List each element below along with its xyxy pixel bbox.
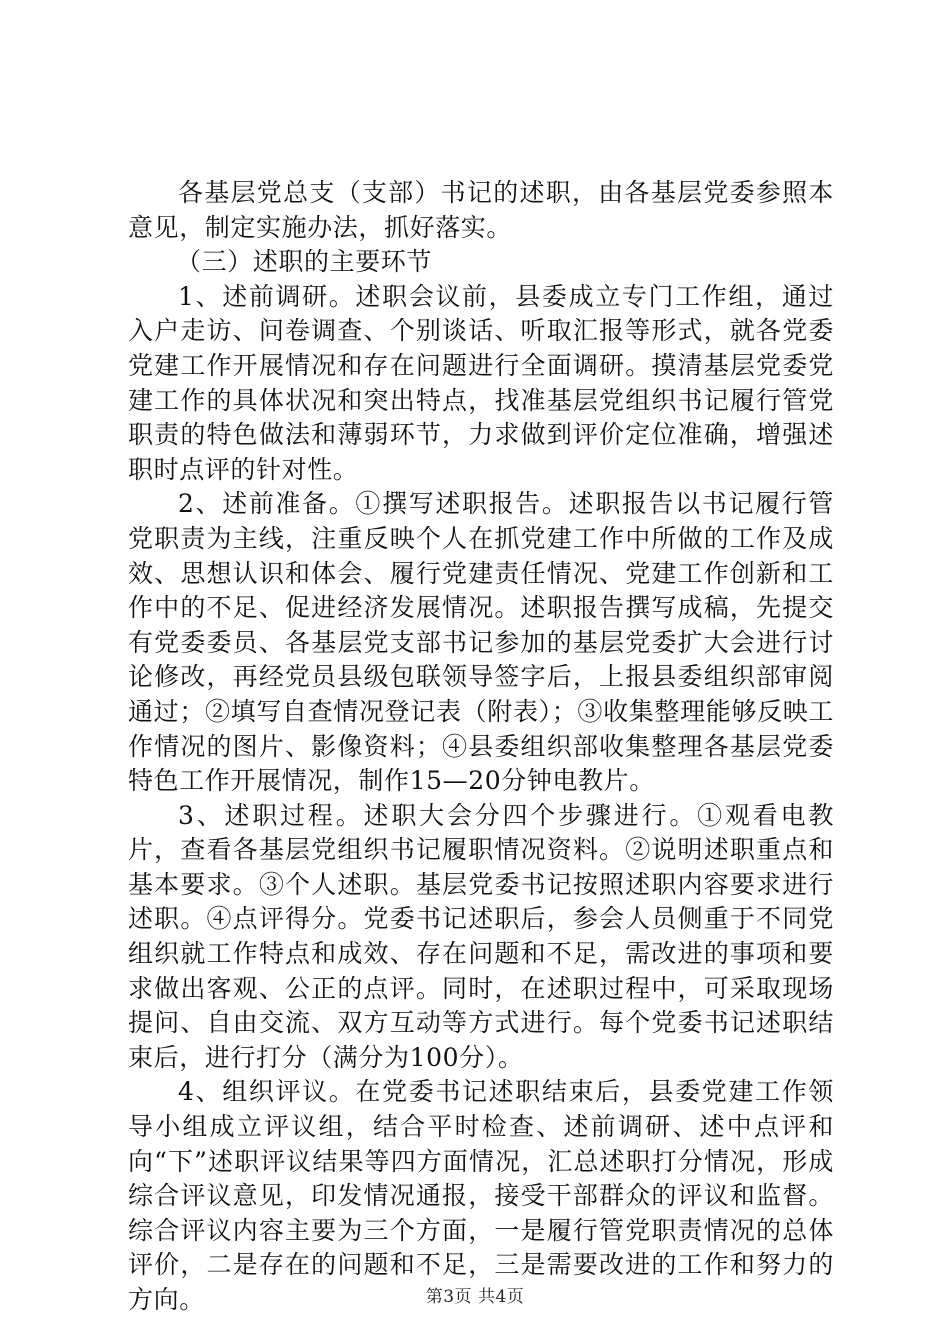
paragraph-pre-research: 1、述前调研。述职会议前，县委成立专门工作组，通过入户走访、问卷调查、个别谈话、听取汇报等形式，就各党委党建工作开展情况和存在问题进行全面调研。摸清基层党委党建工作的具体状况和突出特点，找准基层党组织书记履行管党职责的特色做法和薄弱环节，力求做到评价定位准确，增强述职时点评的针对性。	[128, 281, 834, 484]
page-number: 第3页 共4页	[425, 1287, 525, 1307]
paragraph-preparation: 2、述前准备。①撰写述职报告。述职报告以书记履行管党职责为主线，注重反映个人在抓党建工作中所做的工作及成效、思想认识和体会、履行党建责任情况、党建工作创新和工作中的不足、促进经济发展情况。述职报告撰写成稿，先提交有党委委员、各基层党支部书记参加的基层党委扩大会进行讨论修改，再经党员县级包联领导签字后，上报县委组织部审阅通过；②填写自查情况登记表（附表）；③收集整理能够反映工作情况的图片、影像资料；④县委组织部收集整理各基层党委特色工作开展情况，制作15—20分钟电教片。	[128, 489, 834, 796]
document-body	[128, 176, 834, 1318]
section-heading: （三）述职的主要环节	[176, 247, 433, 277]
paragraph-evaluation: 4、组织评议。在党委书记述职结束后，县委党建工作领导小组成立评议组，结合平时检查、述前调研、述中点评和向“下”述职评议结果等四方面情况，汇总述职打分情况，形成综合评议意见，印发情况通报，接受干部群众的评议和监督。综合评议内容主要为三个方面，一是履行管党职责情况的总体评价，二是存在的问题和不足，三是需要改进的工作和努力的方向。	[128, 1077, 834, 1314]
paragraph-branch-secretary: 各基层党总支（支部）书记的述职，由各基层党委参照本意见，制定实施办法，抓好落实。	[128, 178, 834, 242]
paragraph-process: 3、述职过程。述职大会分四个步骤进行。①观看电教片，查看各基层党组织书记履职情况资料。②说明述职重点和基本要求。③个人述职。基层党委书记按照述职内容要求进行述职。④点评得分。党委书记述职后，参会人员侧重于不同党组织就工作特点和成效、存在问题和不足，需改进的事项和要求做出客观、公正的点评。同时，在述职过程中，可采取现场提问、自由交流、双方互动等方式进行。每个党委书记述职结束后，进行打分（满分为100分）。	[128, 800, 834, 1072]
